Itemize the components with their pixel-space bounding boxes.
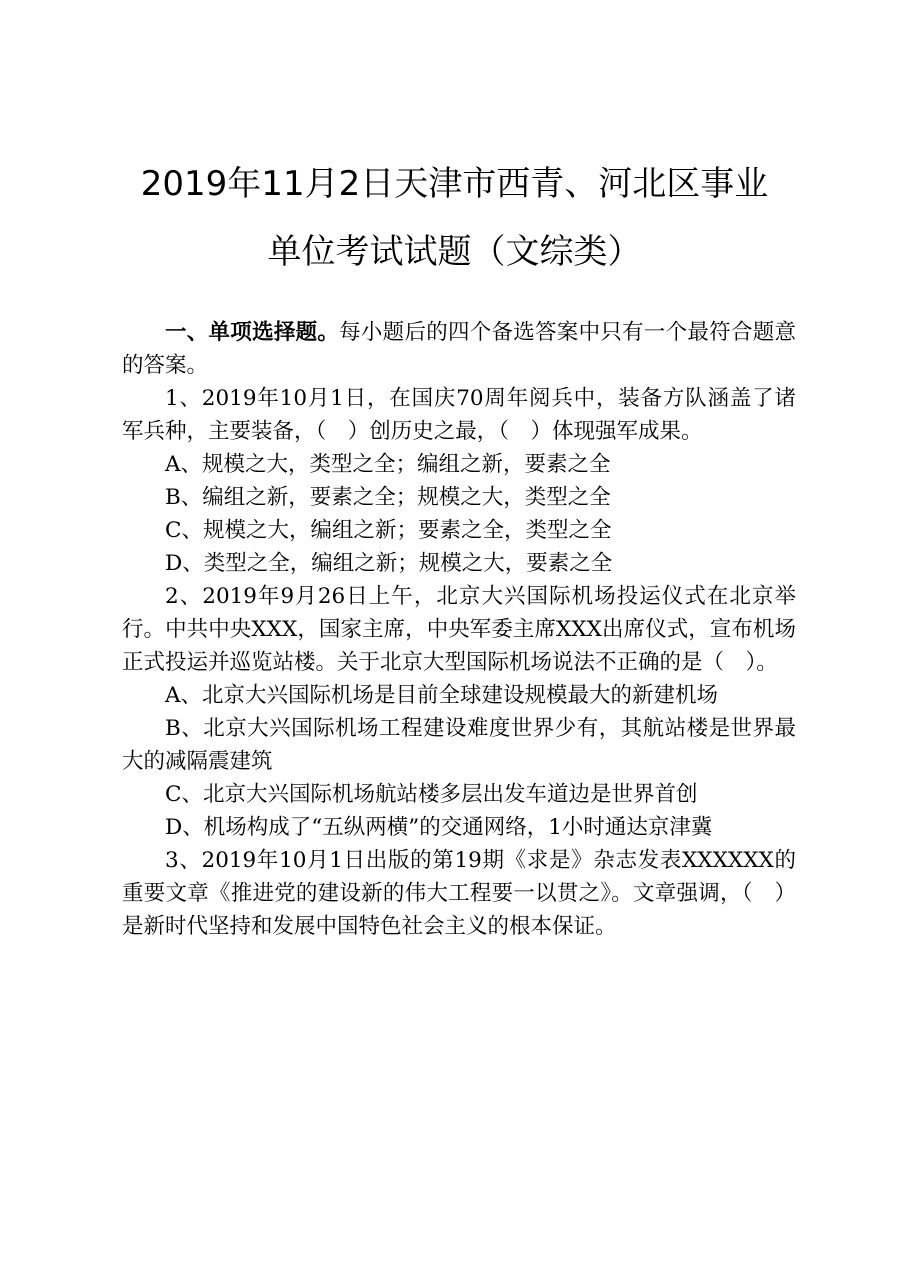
section-heading: 一、单项选择题。 <box>165 320 340 345</box>
document-body <box>122 316 796 943</box>
question-2-option-d: D、机场构成了“五纵两横”的交通网络，1小时通达京津冀 <box>165 815 713 840</box>
question-2-option-b: B、北京大兴国际机场工程建设难度世界少有，其航站楼是世界最大的减隔震建筑 <box>122 716 796 774</box>
question-1-option-a: A、规模之大，类型之全；编组之新，要素之全 <box>165 452 611 477</box>
question-2-option-a: A、北京大兴国际机场是目前全球建设规模最大的新建机场 <box>165 683 719 708</box>
document-title-line-2: 单位考试试题（文综类） <box>267 232 642 272</box>
section-instruction: 每小题后的四个备选答案中只有一个最符合题意的答案。 <box>122 320 796 378</box>
question-3-stem: 3、2019年10月1日出版的第19期《求是》杂志发表XXXXXX的重要文章《推进党的建设新的伟大工程要一以贯之》。文章强调，（ ）是新时代坚持和发展中国特色社会主义的根本保证。 <box>122 848 796 939</box>
section-intro <box>122 316 796 382</box>
document-title-line-1: 2019年11月2日天津市西青、河北区事业 <box>140 164 769 204</box>
question-1-option-c: C、规模之大，编组之新；要素之全，类型之全 <box>165 518 612 543</box>
question-1-stem: 1、2019年10月1日，在国庆70周年阅兵中，装备方队涵盖了诸军兵种，主要装备，（ ）创历史之最，（ ）体现强军成果。 <box>122 386 796 444</box>
question-1-option-b: B、编组之新，要素之全；规模之大，类型之全 <box>165 485 611 510</box>
question-1-option-d: D、类型之全，编组之新；规模之大，要素之全 <box>165 551 613 576</box>
question-2-stem: 2、2019年9月26日上午，北京大兴国际机场投运仪式在北京举行。中共中央XXX，国家主席，中央军委主席XXX出席仪式，宣布机场正式投运并巡览站楼。关于北京大型国际机场说法不正确的是（ ）。 <box>122 584 796 675</box>
question-2-option-c: C、北京大兴国际机场航站楼多层出发车道边是世界首创 <box>165 782 698 807</box>
